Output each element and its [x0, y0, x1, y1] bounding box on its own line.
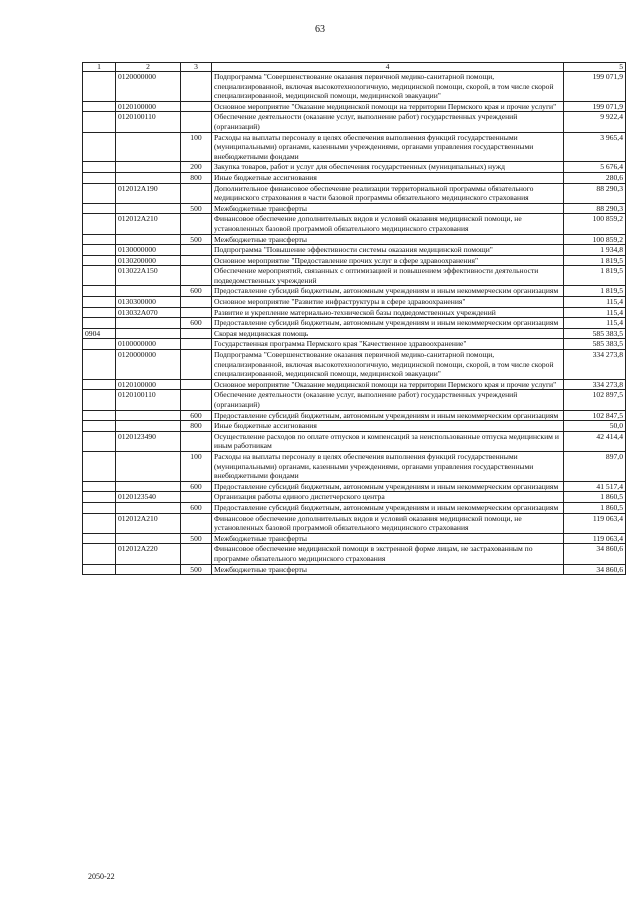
table-row	[83, 214, 626, 234]
name-cell: Межбюджетные трансферты	[212, 234, 564, 245]
section-cell	[83, 101, 116, 112]
section-cell	[83, 183, 116, 203]
target-code-cell: 012012А210	[116, 513, 181, 533]
target-code-cell: 0130000000	[116, 245, 181, 256]
name-cell: Предоставление субсидий бюджетным, автономным учреждениям и иным некоммерческим организациям	[212, 286, 564, 297]
amount-cell: 1 934,8	[564, 245, 626, 256]
table-row	[83, 255, 626, 266]
amount-cell: 334 273,8	[564, 379, 626, 390]
amount-cell: 88 290,3	[564, 183, 626, 203]
target-code-cell: 013032А070	[116, 307, 181, 318]
table-row	[83, 318, 626, 329]
target-code-cell: 0120100110	[116, 390, 181, 410]
expense-type-cell	[181, 390, 212, 410]
section-cell	[83, 245, 116, 256]
expense-type-cell	[181, 350, 212, 380]
section-cell	[83, 410, 116, 421]
table-row	[83, 203, 626, 214]
expense-type-cell	[181, 245, 212, 256]
expense-type-cell: 600	[181, 410, 212, 421]
section-cell: 0904	[83, 328, 116, 339]
target-code-cell	[116, 533, 181, 544]
name-cell: Основное мероприятие "Предоставление прочих услуг в сфере здравоохранения"	[212, 255, 564, 266]
table-row	[83, 112, 626, 132]
target-code-cell	[116, 162, 181, 173]
table-row	[83, 297, 626, 308]
target-code-cell: 012012А190	[116, 183, 181, 203]
amount-cell: 100 859,2	[564, 214, 626, 234]
name-cell: Осуществление расходов по оплате отпусков и компенсаций за неиспользованные отпуска медицинским и иным работникам	[212, 431, 564, 451]
name-cell: Подпрограмма "Совершенствование оказания первичной медико-санитарной помощи, специализированной, включая высокотехнологичную, медицинской помощи, скорой, в том числе скорой специализированной, медицинской помощи, медицинской эвакуации"	[212, 350, 564, 380]
name-cell: Предоставление субсидий бюджетным, автономным учреждениям и иным некоммерческим организациям	[212, 318, 564, 329]
amount-cell: 585 383,5	[564, 328, 626, 339]
expense-type-cell: 500	[181, 234, 212, 245]
section-cell	[83, 390, 116, 410]
table-row	[83, 72, 626, 102]
target-code-cell: 0130300000	[116, 297, 181, 308]
amount-cell: 115,4	[564, 318, 626, 329]
target-code-cell	[116, 410, 181, 421]
amount-cell: 115,4	[564, 307, 626, 318]
target-code-cell	[116, 502, 181, 513]
name-cell: Основное мероприятие "Оказание медицинской помощи на территории Пермского края и прочие услуги"	[212, 101, 564, 112]
section-cell	[83, 513, 116, 533]
amount-cell: 1 860,5	[564, 492, 626, 503]
target-code-cell: 0130200000	[116, 255, 181, 266]
target-code-cell: 0120100000	[116, 379, 181, 390]
amount-cell: 102 897,5	[564, 390, 626, 410]
target-code-cell	[116, 328, 181, 339]
expense-type-cell: 800	[181, 172, 212, 183]
expense-type-cell: 500	[181, 564, 212, 575]
amount-cell: 100 859,2	[564, 234, 626, 245]
name-cell: Дополнительное финансовое обеспечение реализации территориальной программы обязательного медицинского страхования в части базовой программы обязательного медицинского страхования	[212, 183, 564, 203]
target-code-cell	[116, 564, 181, 575]
expense-type-cell: 500	[181, 203, 212, 214]
table-row	[83, 350, 626, 380]
name-cell: Обеспечение деятельности (оказание услуг, выполнение работ) государственных учреждений (организаций)	[212, 112, 564, 132]
amount-cell: 42 414,4	[564, 431, 626, 451]
name-cell: Обеспечение деятельности (оказание услуг, выполнение работ) государственных учреждений (организаций)	[212, 390, 564, 410]
table-row	[83, 286, 626, 297]
amount-cell: 1 819,5	[564, 286, 626, 297]
name-cell: Финансовое обеспечение дополнительных видов и условий оказания медицинской помощи, не установленных базовой программой обязательного медицинского страхования	[212, 513, 564, 533]
header-col-1: 1	[83, 63, 116, 72]
table-row	[83, 533, 626, 544]
expense-type-cell	[181, 72, 212, 102]
name-cell: Подпрограмма "Совершенствование оказания первичной медико-санитарной помощи, специализированной, включая высокотехнологичную, медицинской помощи, скорой, в том числе скорой специализированной, медицинской помощи, медицинской эвакуации"	[212, 72, 564, 102]
table-row	[83, 451, 626, 481]
name-cell: Организация работы единого диспетчерского центра	[212, 492, 564, 503]
target-code-cell: 0120123490	[116, 431, 181, 451]
table-row	[83, 513, 626, 533]
amount-cell: 3 965,4	[564, 132, 626, 162]
amount-cell: 199 071,9	[564, 72, 626, 102]
section-cell	[83, 162, 116, 173]
amount-cell: 5 676,4	[564, 162, 626, 173]
name-cell: Скорая медицинская помощь	[212, 328, 564, 339]
section-cell	[83, 350, 116, 380]
name-cell: Предоставление субсидий бюджетным, автономным учреждениям и иным некоммерческим организациям	[212, 481, 564, 492]
section-cell	[83, 266, 116, 286]
name-cell: Финансовое обеспечение дополнительных видов и условий оказания медицинской помощи, не установленных базовой программой обязательного медицинского страхования	[212, 214, 564, 234]
expense-type-cell	[181, 101, 212, 112]
section-cell	[83, 203, 116, 214]
target-code-cell	[116, 451, 181, 481]
target-code-cell	[116, 286, 181, 297]
target-code-cell: 0120100110	[116, 112, 181, 132]
expense-type-cell	[181, 431, 212, 451]
table-row	[83, 410, 626, 421]
expense-type-cell	[181, 307, 212, 318]
amount-cell: 88 290,3	[564, 203, 626, 214]
target-code-cell	[116, 421, 181, 432]
section-cell	[83, 307, 116, 318]
name-cell: Обеспечение мероприятий, связанных с оптимизацией и повышением эффективности деятельности подведомственных учреждений	[212, 266, 564, 286]
target-code-cell: 012012А220	[116, 544, 181, 564]
expense-type-cell	[181, 214, 212, 234]
table-row	[83, 502, 626, 513]
table-row	[83, 234, 626, 245]
target-code-cell	[116, 172, 181, 183]
section-cell	[83, 318, 116, 329]
section-cell	[83, 481, 116, 492]
section-cell	[83, 255, 116, 266]
expense-type-cell	[181, 513, 212, 533]
table-row	[83, 172, 626, 183]
name-cell: Иные бюджетные ассигнования	[212, 172, 564, 183]
name-cell: Межбюджетные трансферты	[212, 533, 564, 544]
amount-cell: 119 063,4	[564, 533, 626, 544]
table-row	[83, 421, 626, 432]
section-cell	[83, 112, 116, 132]
expense-type-cell: 500	[181, 533, 212, 544]
expense-type-cell: 600	[181, 286, 212, 297]
table-row	[83, 132, 626, 162]
name-cell: Иные бюджетные ассигнования	[212, 421, 564, 432]
name-cell: Государственная программа Пермского края "Качественное здравоохранение"	[212, 339, 564, 350]
table-row	[83, 544, 626, 564]
header-col-5: 5	[564, 63, 626, 72]
table-header-row	[83, 63, 626, 72]
target-code-cell	[116, 203, 181, 214]
expense-type-cell	[181, 112, 212, 132]
table-row	[83, 162, 626, 173]
name-cell: Финансовое обеспечение медицинской помощи в экстренной форме лицам, не застрахованным по программе обязательного медицинского страхования	[212, 544, 564, 564]
amount-cell: 119 063,4	[564, 513, 626, 533]
expense-type-cell: 200	[181, 162, 212, 173]
table-row	[83, 564, 626, 575]
amount-cell: 280,6	[564, 172, 626, 183]
section-cell	[83, 451, 116, 481]
expense-type-cell: 600	[181, 481, 212, 492]
amount-cell: 1 860,5	[564, 502, 626, 513]
amount-cell: 585 383,5	[564, 339, 626, 350]
amount-cell: 897,0	[564, 451, 626, 481]
target-code-cell	[116, 234, 181, 245]
target-code-cell: 013022А150	[116, 266, 181, 286]
expense-type-cell: 100	[181, 451, 212, 481]
name-cell: Предоставление субсидий бюджетным, автономным учреждениям и иным некоммерческим организациям	[212, 502, 564, 513]
expense-type-cell: 800	[181, 421, 212, 432]
section-cell	[83, 234, 116, 245]
expense-type-cell: 600	[181, 502, 212, 513]
amount-cell: 9 922,4	[564, 112, 626, 132]
expense-type-cell: 100	[181, 132, 212, 162]
expense-type-cell	[181, 328, 212, 339]
section-cell	[83, 492, 116, 503]
expense-type-cell: 600	[181, 318, 212, 329]
name-cell: Расходы на выплаты персоналу в целях обеспечения выполнения функций государственными (муниципальными) органами, казенными учреждениями, органами управления государственными внебюджетными фондами	[212, 132, 564, 162]
amount-cell: 1 819,5	[564, 255, 626, 266]
expense-type-cell	[181, 492, 212, 503]
target-code-cell: 0120000000	[116, 350, 181, 380]
amount-cell: 50,0	[564, 421, 626, 432]
table-row	[83, 481, 626, 492]
table-row	[83, 183, 626, 203]
section-cell	[83, 502, 116, 513]
section-cell	[83, 421, 116, 432]
amount-cell: 334 273,8	[564, 350, 626, 380]
header-col-2: 2	[116, 63, 181, 72]
section-cell	[83, 379, 116, 390]
amount-cell: 102 847,5	[564, 410, 626, 421]
expense-type-cell	[181, 544, 212, 564]
table-row	[83, 266, 626, 286]
table-row	[83, 390, 626, 410]
target-code-cell	[116, 481, 181, 492]
section-cell	[83, 564, 116, 575]
footer-code: 2050-22	[88, 872, 115, 881]
amount-cell: 115,4	[564, 297, 626, 308]
name-cell: Межбюджетные трансферты	[212, 564, 564, 575]
header-col-3: 3	[181, 63, 212, 72]
section-cell	[83, 172, 116, 183]
budget-table	[82, 62, 626, 575]
amount-cell: 199 071,9	[564, 101, 626, 112]
target-code-cell	[116, 132, 181, 162]
target-code-cell: 0120100000	[116, 101, 181, 112]
header-col-4: 4	[212, 63, 564, 72]
table-row	[83, 379, 626, 390]
table-row	[83, 431, 626, 451]
name-cell: Развитие и укрепление материально-технической базы подведомственных учреждений	[212, 307, 564, 318]
amount-cell: 34 860,6	[564, 564, 626, 575]
table-row	[83, 328, 626, 339]
name-cell: Закупка товаров, работ и услуг для обеспечения государственных (муниципальных) нужд	[212, 162, 564, 173]
expense-type-cell	[181, 183, 212, 203]
section-cell	[83, 132, 116, 162]
name-cell: Основное мероприятие "Оказание медицинской помощи на территории Пермского края и прочие услуги"	[212, 379, 564, 390]
table-row	[83, 245, 626, 256]
amount-cell: 1 819,5	[564, 266, 626, 286]
section-cell	[83, 297, 116, 308]
target-code-cell	[116, 318, 181, 329]
section-cell	[83, 72, 116, 102]
amount-cell: 41 517,4	[564, 481, 626, 492]
expense-type-cell	[181, 266, 212, 286]
name-cell: Основное мероприятие "Развитие инфраструктуры в сфере здравоохранения"	[212, 297, 564, 308]
expense-type-cell	[181, 255, 212, 266]
target-code-cell: 0120000000	[116, 72, 181, 102]
expense-type-cell	[181, 297, 212, 308]
table-row	[83, 339, 626, 350]
section-cell	[83, 544, 116, 564]
table-row	[83, 307, 626, 318]
name-cell: Предоставление субсидий бюджетным, автономным учреждениям и иным некоммерческим организациям	[212, 410, 564, 421]
table-row	[83, 101, 626, 112]
section-cell	[83, 533, 116, 544]
expense-type-cell	[181, 339, 212, 350]
target-code-cell: 0120123540	[116, 492, 181, 503]
name-cell: Подпрограмма "Повышение эффективности системы оказания медицинской помощи"	[212, 245, 564, 256]
expense-type-cell	[181, 379, 212, 390]
page-number: 63	[315, 24, 325, 35]
amount-cell: 34 860,6	[564, 544, 626, 564]
target-code-cell: 0100000000	[116, 339, 181, 350]
section-cell	[83, 214, 116, 234]
target-code-cell: 012012А210	[116, 214, 181, 234]
table-row	[83, 492, 626, 503]
section-cell	[83, 286, 116, 297]
name-cell: Межбюджетные трансферты	[212, 203, 564, 214]
section-cell	[83, 339, 116, 350]
name-cell: Расходы на выплаты персоналу в целях обеспечения выполнения функций государственными (муниципальными) органами, казенными учреждениями, органами управления государственными внебюджетными фондами	[212, 451, 564, 481]
section-cell	[83, 431, 116, 451]
